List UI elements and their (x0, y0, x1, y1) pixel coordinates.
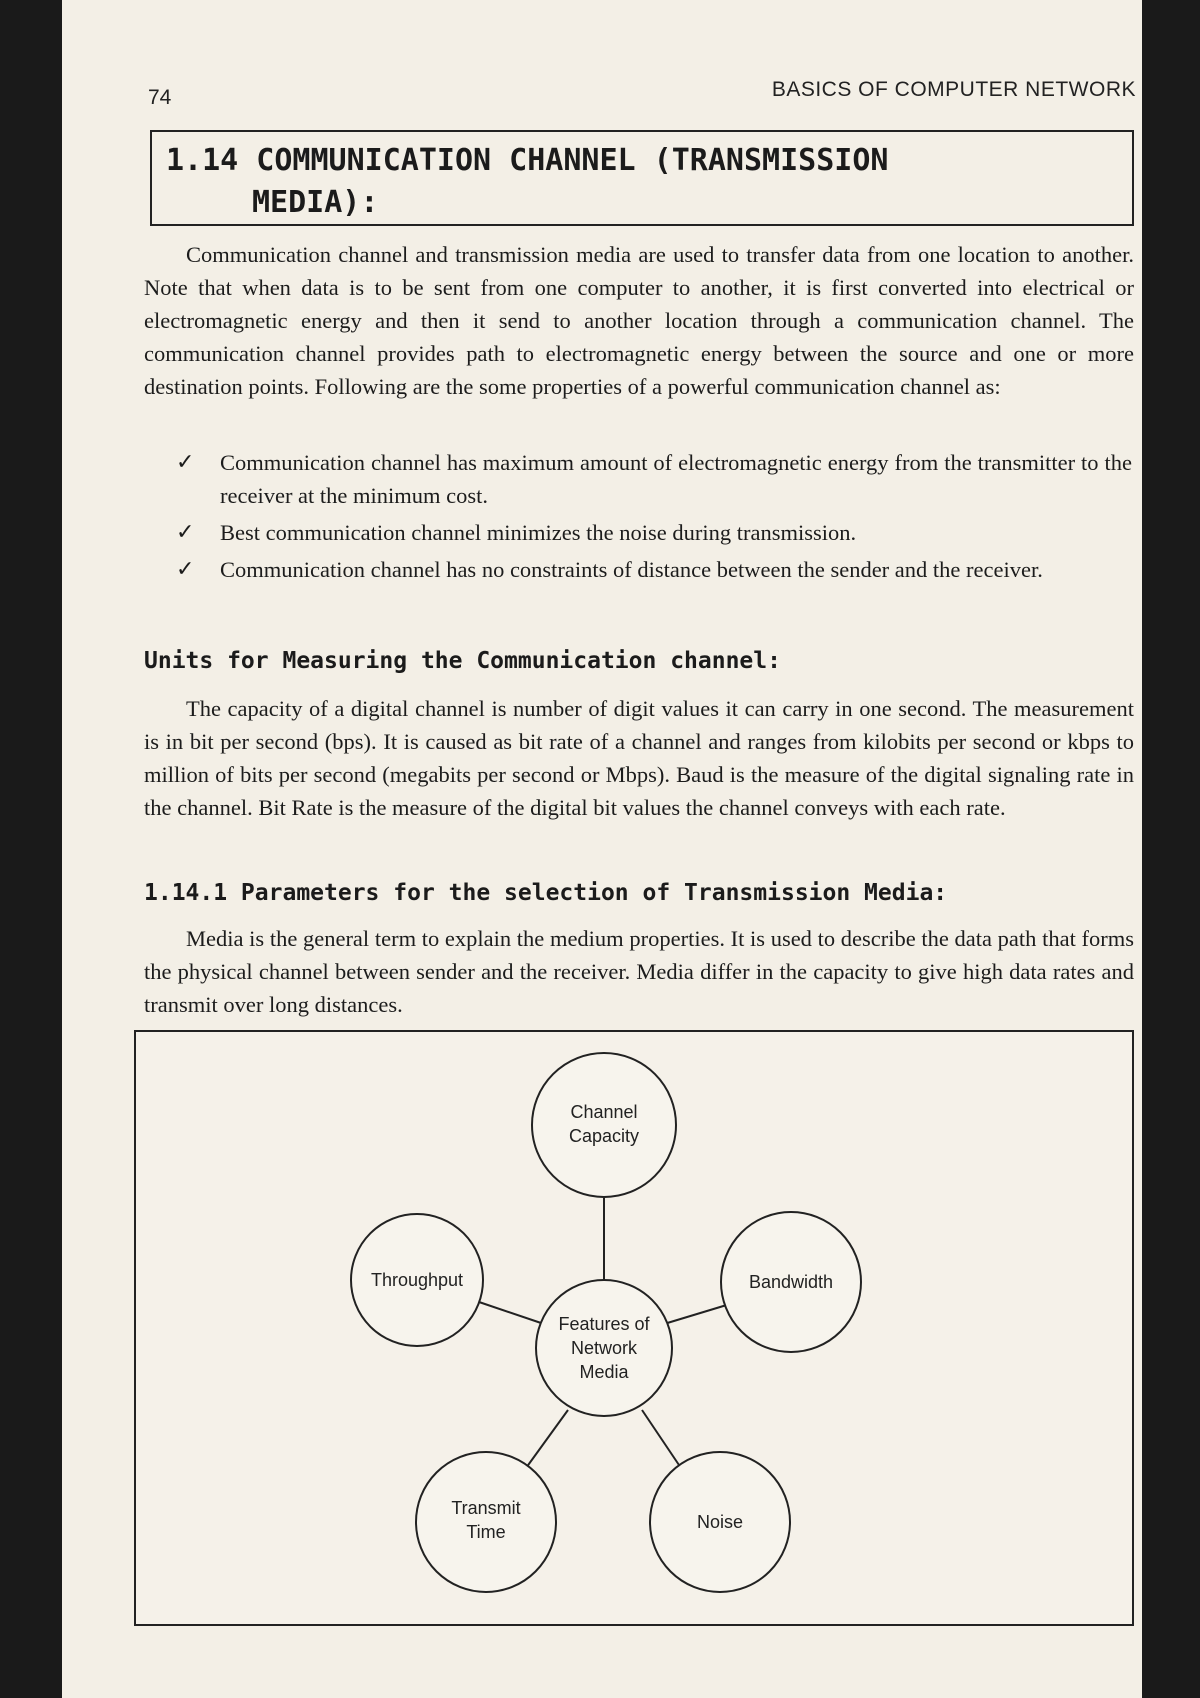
node-channel-capacity (532, 1053, 676, 1197)
units-paragraph-text: The capacity of a digital channel is number of digit values it can carry in one second. The measurement is in bit per second (bps). It is caused as bit rate of a channel and ranges from kilobits per second or kbps to million of bits per second (megabits per second or Mbps). Baud is the measure of the digital signaling rate in the channel. Bit Rate is the measure of the digital bit values the channel conveys with each rate. (144, 696, 1134, 820)
connector-bottom-right (642, 1410, 681, 1468)
intro-paragraph-text: Communication channel and transmission media are used to transfer data from one location to another. Note that when data is to be sent from one computer to another, it is first converted into electrical or electromagnetic energy and then it send to another location through a communication channel. The communication channel provides path to electromagnetic energy between the source and one or more destination points. Following are the some properties of a powerful communication channel as: (144, 242, 1134, 399)
check-icon: ✓ (176, 450, 195, 475)
section-title (166, 140, 986, 224)
list-item-text: Communication channel has no constraints of distance between the sender and the receiver. (220, 557, 1043, 582)
connector-right (664, 1304, 730, 1324)
node-label: Time (466, 1522, 506, 1542)
section-title-line1: 1.14 COMMUNICATION CHANNEL (TRANSMISSION (166, 143, 889, 178)
properties-list (170, 446, 1132, 590)
node-label: Network (570, 1338, 638, 1358)
parameters-paragraph-text: Media is the general term to explain the medium properties. It is used to describe the data path that forms the physical channel between sender and the receiver. Media differ in the capacity to give high data rates and transmit over long distances. (144, 926, 1134, 1017)
parameters-heading: 1.14.1 Parameters for the selection of Transmission Media: (144, 880, 948, 906)
connector-left (479, 1302, 544, 1324)
page-number: 74 (148, 86, 172, 109)
running-head: BASICS OF COMPUTER NETWORK (771, 78, 1136, 101)
list-item-text: Best communication channel minimizes the noise during transmission. (220, 520, 857, 545)
connector-bottom-left (526, 1410, 568, 1468)
features-diagram (134, 1030, 1134, 1626)
node-label: Channel (570, 1102, 638, 1122)
section-title-box (150, 130, 1134, 226)
node-label: Noise (696, 1512, 744, 1532)
parameters-paragraph (144, 922, 1134, 1021)
section-title-line2: MEDIA): (252, 185, 379, 220)
list-item (170, 553, 1132, 586)
node-label: Media (579, 1362, 629, 1382)
node-label: Bandwidth (748, 1272, 834, 1292)
check-icon: ✓ (176, 520, 195, 545)
node-label: Capacity (568, 1126, 640, 1146)
node-label: Features of (558, 1314, 650, 1334)
check-icon: ✓ (176, 557, 195, 582)
diagram-svg (136, 1032, 1136, 1628)
list-item-text: Communication channel has maximum amount of electromagnetic energy from the transmitter to the receiver at the minimum cost. (220, 450, 1132, 508)
list-item (170, 446, 1132, 512)
node-label: Throughput (370, 1270, 464, 1290)
units-paragraph (144, 692, 1134, 824)
intro-paragraph (144, 238, 1134, 403)
units-heading: Units for Measuring the Communication channel: (144, 648, 781, 674)
book-page (62, 0, 1142, 1698)
list-item (170, 516, 1132, 549)
node-label: Transmit (451, 1498, 521, 1518)
